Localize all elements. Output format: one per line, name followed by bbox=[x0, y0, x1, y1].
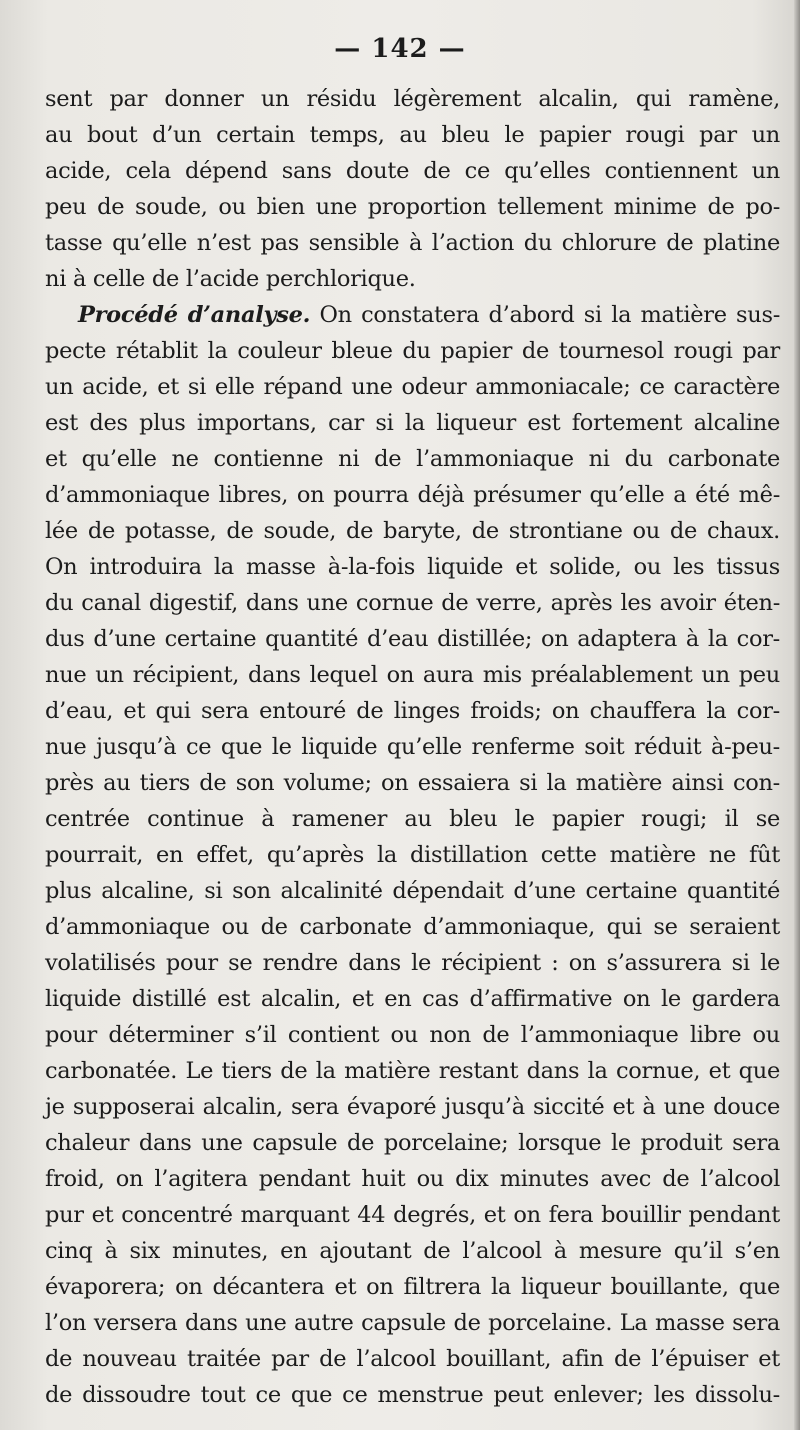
text-line: cinq à six minutes, en ajoutant de l’alcool à mesure qu’il s’en bbox=[45, 1238, 780, 1264]
text-line: un acide, et si elle répand une odeur ammoniacale; ce caractère bbox=[45, 374, 780, 400]
text-line: lée de potasse, de soude, de baryte, de strontiane ou de chaux. bbox=[45, 518, 780, 544]
text-line: dus d’une certaine quantité d’eau distillée; on adaptera à la cor- bbox=[45, 626, 780, 652]
section-lead-in: Procédé d’analyse. bbox=[78, 302, 311, 328]
text-line: je supposerai alcalin, sera évaporé jusqu’à siccité et à une douce bbox=[45, 1094, 780, 1120]
text-line: et qu’elle ne contienne ni de l’ammoniaque ni du carbonate bbox=[45, 446, 780, 472]
text-line: froid, on l’agitera pendant huit ou dix minutes avec de l’alcool bbox=[45, 1166, 780, 1192]
text-line: est des plus importans, car si la liqueur est fortement alcaline bbox=[45, 410, 780, 436]
text-line: de nouveau traitée par de l’alcool bouillant, afin de l’épuiser et bbox=[45, 1346, 780, 1372]
text-line: ni à celle de l’acide perchlorique. bbox=[45, 266, 416, 292]
page-number: — 142 — bbox=[334, 34, 466, 64]
text-line: liquide distillé est alcalin, et en cas d’affirmative on le gardera bbox=[45, 986, 780, 1012]
text-line: pecte rétablit la couleur bleue du papier de tournesol rougi par bbox=[45, 338, 780, 364]
text-line: près au tiers de son volume; on essaiera si la matière ainsi con- bbox=[45, 770, 780, 796]
text-line: du canal digestif, dans une cornue de verre, après les avoir éten- bbox=[45, 590, 780, 616]
text-line: tasse qu’elle n’est pas sensible à l’action du chlorure de platine bbox=[45, 230, 780, 256]
text-line: sent par donner un résidu légèrement alcalin, qui ramène, bbox=[45, 86, 780, 112]
text-line: d’eau, et qui sera entouré de linges froids; on chauffera la cor- bbox=[45, 698, 780, 724]
text-line: l’on versera dans une autre capsule de porcelaine. La masse sera bbox=[45, 1310, 780, 1336]
text-line: peu de soude, ou bien une proportion tellement minime de po- bbox=[45, 194, 780, 220]
text-line: de dissoudre tout ce que ce menstrue peut enlever; les dissolu- bbox=[45, 1382, 780, 1408]
text-line: pourrait, en effet, qu’après la distillation cette matière ne fût bbox=[45, 842, 780, 868]
text-line: carbonatée. Le tiers de la matière restant dans la cornue, et que bbox=[45, 1058, 780, 1084]
text-line: nue un récipient, dans lequel on aura mis préalablement un peu bbox=[45, 662, 780, 688]
text-line: On introduira la masse à-la-fois liquide et solide, ou les tissus bbox=[45, 554, 780, 580]
text-line: évaporera; on décantera et on filtrera la liqueur bouillante, que bbox=[45, 1274, 780, 1300]
text-line: au bout d’un certain temps, au bleu le papier rougi par un bbox=[45, 122, 780, 148]
text-line: d’ammoniaque libres, on pourra déjà présumer qu’elle a été mê- bbox=[45, 482, 780, 508]
text-line: volatilisés pour se rendre dans le récipient : on s’assurera si le bbox=[45, 950, 780, 976]
text-line: plus alcaline, si son alcalinité dépendait d’une certaine quantité bbox=[45, 878, 780, 904]
text-line-remainder: On constatera d’abord si la matière sus- bbox=[319, 302, 781, 328]
page-edge bbox=[794, 0, 800, 1430]
text-line: nue jusqu’à ce que le liquide qu’elle renferme soit réduit à-peu- bbox=[45, 734, 780, 760]
text-line: pur et concentré marquant 44 degrés, et on fera bouillir pendant bbox=[45, 1202, 780, 1228]
text-line: pour déterminer s’il contient ou non de l’ammoniaque libre ou bbox=[45, 1022, 780, 1048]
paragraph-start-line bbox=[45, 297, 780, 333]
text-line: d’ammoniaque ou de carbonate d’ammoniaque, qui se seraient bbox=[45, 914, 780, 940]
text-line: acide, cela dépend sans doute de ce qu’elles contiennent un bbox=[45, 158, 780, 184]
text-line: centrée continue à ramener au bleu le papier rougi; il se bbox=[45, 806, 780, 832]
text-line: chaleur dans une capsule de porcelaine; lorsque le produit sera bbox=[45, 1130, 780, 1156]
body-text bbox=[45, 81, 780, 1413]
